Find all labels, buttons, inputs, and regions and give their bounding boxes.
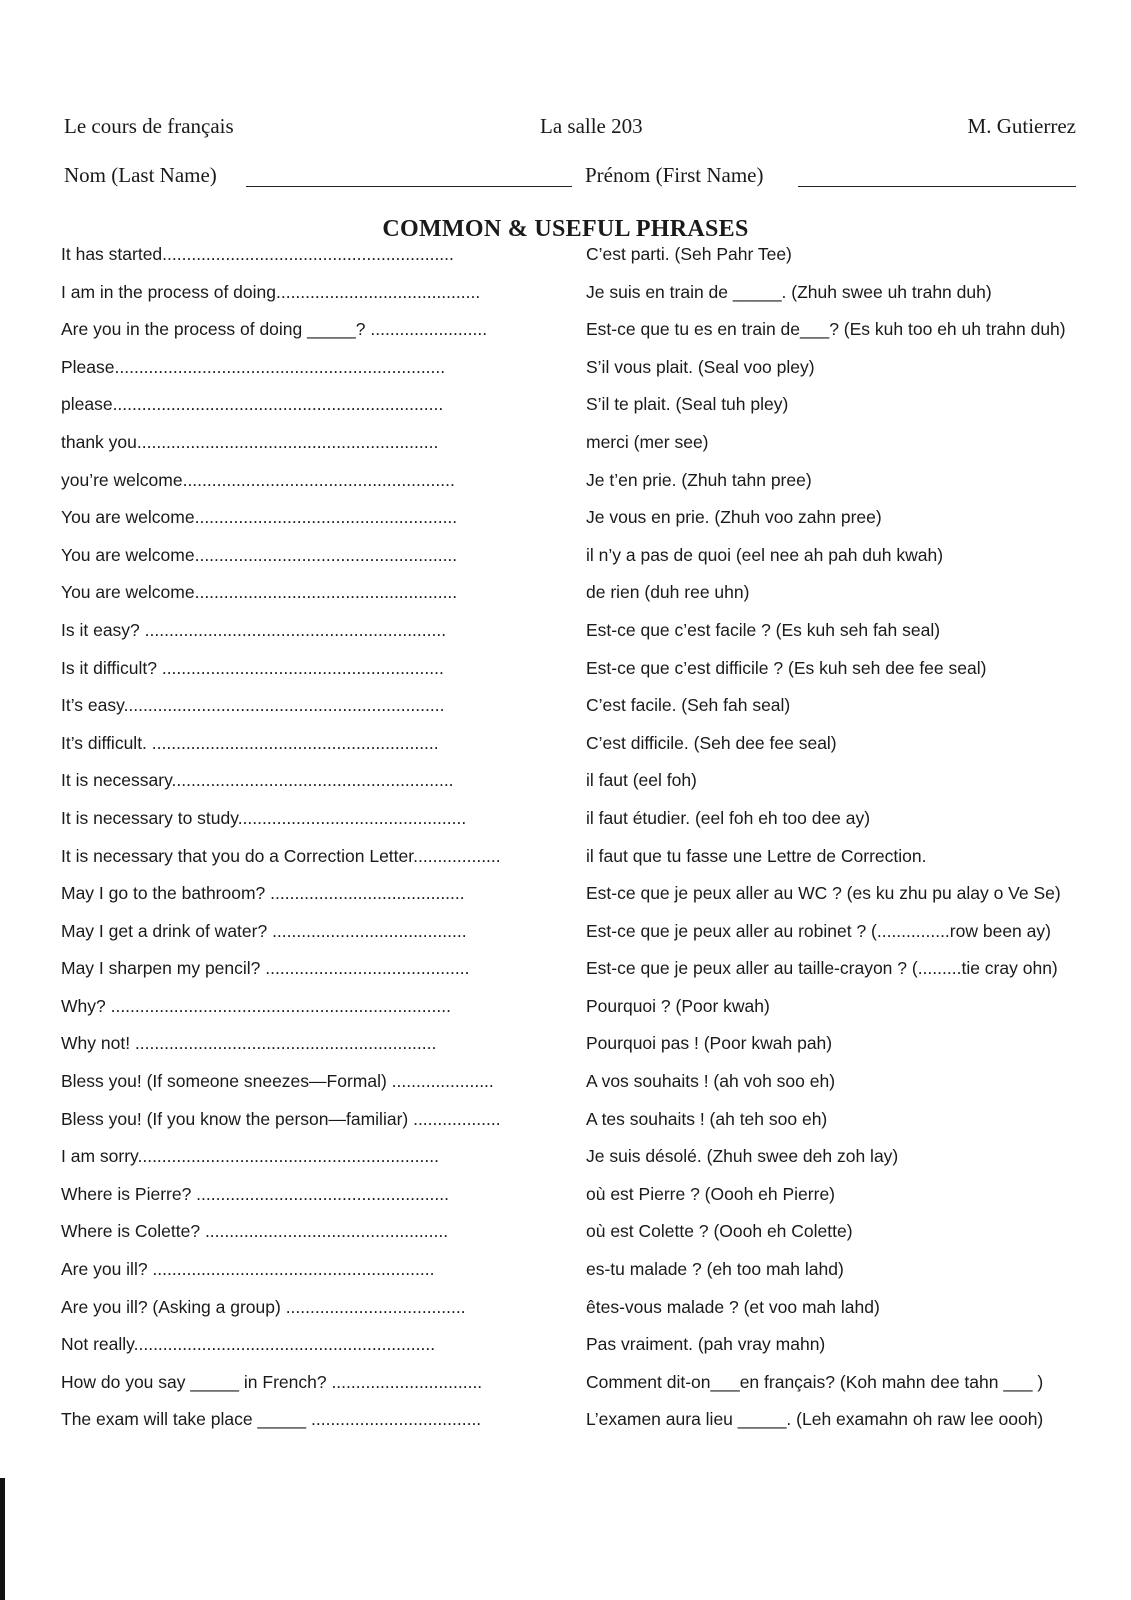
french-translation: Je vous en prie. (Zhuh voo zahn pree) xyxy=(586,507,882,528)
french-translation: Comment dit-on___en français? (Koh mahn dee tahn ___ ) xyxy=(586,1371,1044,1392)
english-phrase: How do you say _____ in French? ............................... xyxy=(61,1371,483,1392)
english-phrase: You are welcome...................................................... xyxy=(61,507,458,528)
phrase-row xyxy=(0,691,1131,729)
french-translation: où est Pierre ? (Oooh eh Pierre) xyxy=(586,1183,836,1204)
phrase-row xyxy=(0,353,1131,391)
english-phrase: It’s difficult. ........................................................... xyxy=(61,732,439,753)
room-number: La salle 203 xyxy=(540,114,643,138)
french-translation: où est Colette ? (Oooh eh Colette) xyxy=(586,1221,853,1242)
phrase-row xyxy=(0,1067,1131,1105)
english-phrase: Are you ill? (Asking a group) ..................................... xyxy=(61,1296,466,1317)
phrase-row xyxy=(0,1255,1131,1293)
french-translation: Je suis en train de _____. (Zhuh swee uh trahn duh) xyxy=(586,281,992,302)
english-phrase: You are welcome...................................................... xyxy=(61,544,458,565)
english-phrase: Bless you! (If someone sneezes—Formal) ..................... xyxy=(61,1071,494,1092)
french-translation: Pas vraiment. (pah vray mahn) xyxy=(586,1334,826,1355)
french-translation: il faut étudier. (eel foh eh too dee ay) xyxy=(586,807,871,828)
phrase-row xyxy=(0,466,1131,504)
french-translation: C’est facile. (Seh fah seal) xyxy=(586,695,791,716)
phrase-row xyxy=(0,992,1131,1030)
english-phrase: thank you.............................................................. xyxy=(61,431,439,452)
phrase-row xyxy=(0,804,1131,842)
phrase-row xyxy=(0,315,1131,353)
course-name: Le cours de français xyxy=(64,114,234,138)
english-phrase: I am sorry.............................................................. xyxy=(61,1146,439,1167)
french-translation: S’il vous plait. (Seal voo pley) xyxy=(586,356,815,377)
french-translation: Je suis désolé. (Zhuh swee deh zoh lay) xyxy=(586,1146,899,1167)
english-phrase: Are you in the process of doing _____? ........................ xyxy=(61,319,488,340)
phrase-row xyxy=(0,1105,1131,1143)
english-phrase: please.................................................................... xyxy=(61,394,444,415)
phrase-row xyxy=(0,842,1131,880)
english-phrase: It is necessary that you do a Correction Letter.................. xyxy=(61,845,501,866)
english-phrase: It is necessary to study............................................... xyxy=(61,807,467,828)
english-phrase: Not really.............................................................. xyxy=(61,1334,436,1355)
english-phrase: Bless you! (If you know the person—familiar) .................. xyxy=(61,1108,501,1129)
scan-edge-mark xyxy=(0,1478,5,1600)
phrase-row xyxy=(0,428,1131,466)
phrase-row xyxy=(0,1217,1131,1255)
french-translation: merci (mer see) xyxy=(586,431,709,452)
english-phrase: Is it difficult? .......................................................... xyxy=(61,657,444,678)
english-phrase: Are you ill? .......................................................... xyxy=(61,1259,435,1280)
first-name-blank[interactable] xyxy=(798,186,1076,187)
english-phrase: It is necessary.......................................................... xyxy=(61,770,454,791)
phrase-row xyxy=(0,1293,1131,1331)
phrase-row xyxy=(0,1368,1131,1406)
worksheet-title: COMMON & USEFUL PHRASES xyxy=(382,216,749,242)
french-translation: de rien (duh ree uhn) xyxy=(586,582,750,603)
french-translation: Est-ce que tu es en train de___? (Es kuh too eh uh trahn duh) xyxy=(586,319,1066,340)
french-translation: C’est parti. (Seh Pahr Tee) xyxy=(586,244,792,264)
english-phrase: It’s easy.................................................................. xyxy=(61,695,445,716)
english-phrase: Where is Pierre? .................................................... xyxy=(61,1183,450,1204)
english-phrase: I am in the process of doing.......................................... xyxy=(61,281,481,302)
student-name-fields xyxy=(64,163,1076,193)
french-translation: Est-ce que je peux aller au taille-crayon ? (.........tie cray ohn) xyxy=(586,958,1058,979)
english-phrase: Why? ...................................................................... xyxy=(61,995,451,1016)
phrase-row xyxy=(0,879,1131,917)
phrase-row xyxy=(0,278,1131,316)
french-translation: Pourquoi pas ! (Poor kwah pah) xyxy=(586,1033,833,1054)
french-translation: Est-ce que je peux aller au robinet ? (...............row been ay) xyxy=(586,920,1051,941)
french-translation: Je t’en prie. (Zhuh tahn pree) xyxy=(586,469,812,490)
worksheet-header xyxy=(64,114,1076,142)
last-name-label: Nom (Last Name) xyxy=(64,163,217,187)
phrase-list xyxy=(0,240,1131,1443)
phrase-row xyxy=(0,541,1131,579)
french-translation: es-tu malade ? (eh too mah lahd) xyxy=(586,1259,844,1280)
phrase-row xyxy=(0,654,1131,692)
phrase-row xyxy=(0,616,1131,654)
english-phrase: May I go to the bathroom? ........................................ xyxy=(61,883,465,904)
french-translation: il faut (eel foh) xyxy=(586,770,697,791)
english-phrase: Why not! .............................................................. xyxy=(61,1033,437,1054)
english-phrase: Where is Colette? .................................................. xyxy=(61,1221,449,1242)
french-translation: Pourquoi ? (Poor kwah) xyxy=(586,995,770,1016)
english-phrase: You are welcome...................................................... xyxy=(61,582,458,603)
french-translation: L’examen aura lieu _____. (Leh examahn oh raw lee oooh) xyxy=(586,1409,1044,1430)
french-translation: Est-ce que c’est difficile ? (Es kuh seh dee fee seal) xyxy=(586,657,987,678)
phrase-row xyxy=(0,917,1131,955)
english-phrase: The exam will take place _____ ................................... xyxy=(61,1409,482,1430)
french-translation: C’est difficile. (Seh dee fee seal) xyxy=(586,732,837,753)
phrase-row xyxy=(0,578,1131,616)
phrase-row xyxy=(0,390,1131,428)
french-translation: A tes souhaits ! (ah teh soo eh) xyxy=(586,1108,828,1129)
french-translation: Est-ce que c’est facile ? (Es kuh seh fah seal) xyxy=(586,619,941,640)
french-translation: il n’y a pas de quoi (eel nee ah pah duh kwah) xyxy=(586,544,944,565)
last-name-blank[interactable] xyxy=(246,186,572,187)
english-phrase: you’re welcome........................................................ xyxy=(61,469,455,490)
phrase-row xyxy=(0,1142,1131,1180)
phrase-row xyxy=(0,729,1131,767)
phrase-row xyxy=(0,954,1131,992)
phrase-row xyxy=(0,503,1131,541)
english-phrase: Please.................................................................... xyxy=(61,356,446,377)
english-phrase: May I sharpen my pencil? .......................................... xyxy=(61,958,470,979)
phrase-row xyxy=(0,766,1131,804)
french-translation: êtes-vous malade ? (et voo mah lahd) xyxy=(586,1296,880,1317)
english-phrase: It has started............................................................ xyxy=(61,244,454,264)
teacher-name: M. Gutierrez xyxy=(967,114,1076,138)
english-phrase: May I get a drink of water? ........................................ xyxy=(61,920,467,941)
phrase-row xyxy=(0,1029,1131,1067)
phrase-row xyxy=(0,1330,1131,1368)
french-translation: il faut que tu fasse une Lettre de Correction. xyxy=(586,845,927,866)
english-phrase: Is it easy? .............................................................. xyxy=(61,619,447,640)
first-name-label: Prénom (First Name) xyxy=(585,163,764,187)
french-translation: Est-ce que je peux aller au WC ? (es ku zhu pu alay o Ve Se) xyxy=(586,883,1061,904)
french-translation: S’il te plait. (Seal tuh pley) xyxy=(586,394,789,415)
phrase-row xyxy=(0,1180,1131,1218)
phrase-row xyxy=(0,240,1131,278)
phrase-row xyxy=(0,1405,1131,1443)
french-translation: A vos souhaits ! (ah voh soo eh) xyxy=(586,1071,836,1092)
